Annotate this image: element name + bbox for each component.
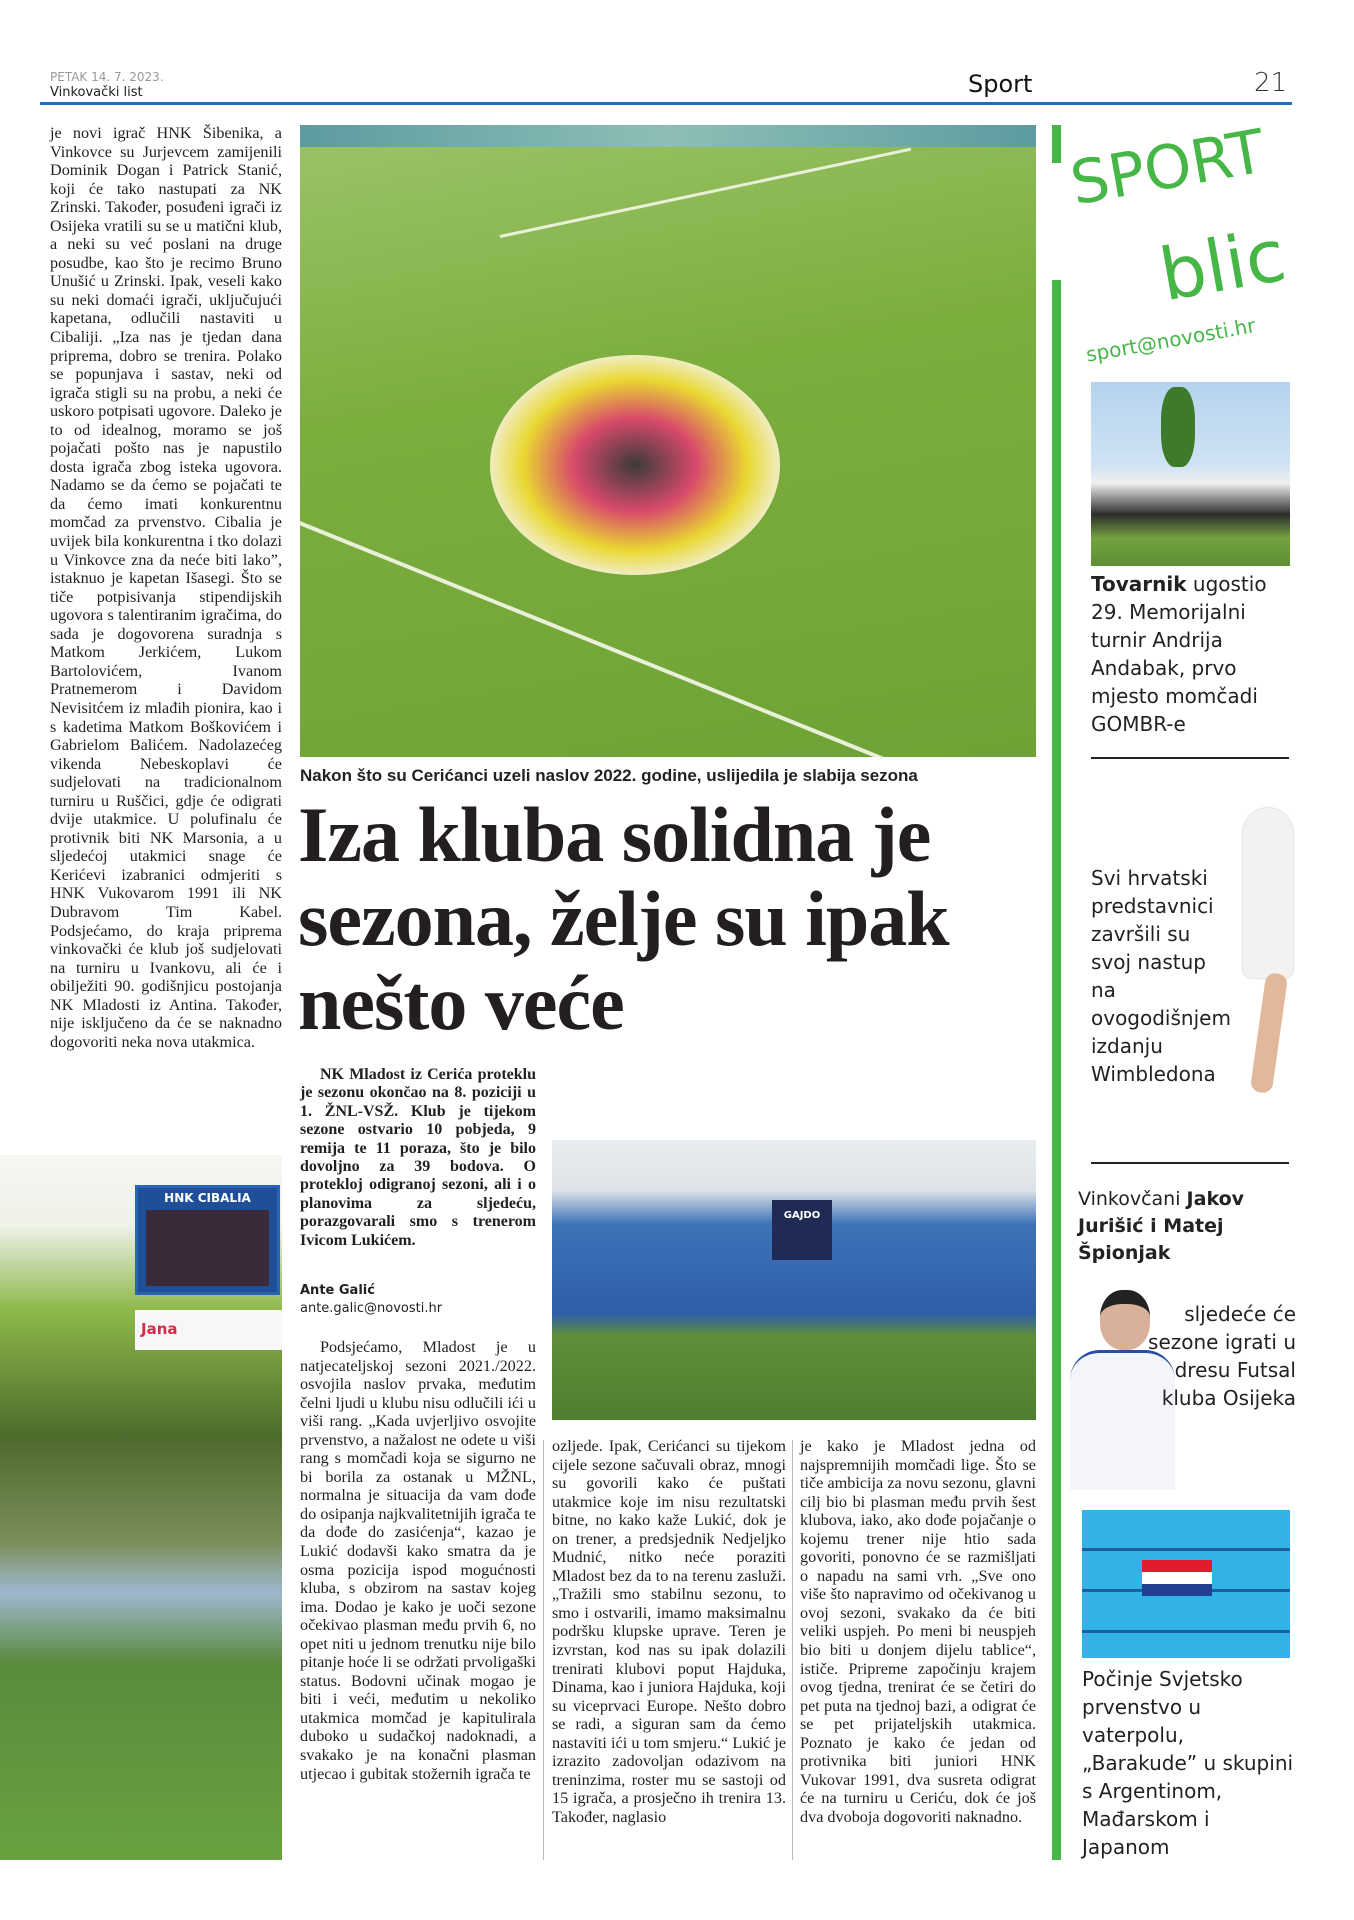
sport-blic-logo [1060, 116, 1300, 375]
logo-sport: SPORT [1065, 116, 1271, 220]
issue-date: PETAK 14. 7. 2023. [50, 70, 164, 84]
scoreboard [135, 1185, 280, 1295]
sidebar-item-wimbledon: Svi hrvatski predstavnici završili su svoj nastup na ovogodišnjem izdanju Wimbledona [1091, 866, 1231, 1086]
sidebar-divider [1091, 1162, 1289, 1164]
article-body-column-2: ozljede. Ipak, Cerićanci su tijekom cijele sezone sačuvali obraz, mnogi su govorili kako će puštati utakmice koje im nisu rezultatski bitne, no kako kaže Lukić, dok je on trener, a predsjednik Nedjeljko Mudnić, nitko neće poraziti Mladost bez da to na terenu zasluži. „Tražili smo stabilnu sezonu, to smo i ostvarili, imamo maksimalnu podršku klupske uprave. Teren je izvrstan, kod nas su ipak dolazili trenirati klubovi poput Hajduka, Dinama, kao i juniora Hajduka, koji su viceprvaci Europe. Nešto dobro se radi, a siguran sam da ćemo nastaviti ići u tom smjeru.“ Lukić je izrazito zadovoljan odazivom na treninzima, roster mu se sastoji od 15 igrača, a prosječno ih trenira 13. Također, naglasio [552, 1437, 786, 1826]
article-kicker: Nakon što su Cerićanci uzeli naslov 2022. godine, uslijedila je slabija sezona [300, 766, 918, 785]
waterpolo-pool-photo [1082, 1510, 1290, 1658]
logo-blic: blic [1153, 212, 1292, 318]
sidebar-email[interactable]: sport@novosti.hr [1084, 313, 1258, 367]
sponsor-banner: Jana [135, 1310, 282, 1350]
sidebar-item-waterpolo: Počinje Svjetsko prvenstvo u vaterpolu, „Barakude” u skupini s Argentinom, Mađarskom i Japanom [1082, 1667, 1294, 1859]
article-headline: Iza kluba solidna je sezona, želje su ipak nešto veće [298, 791, 949, 1046]
page-number: 21 [1254, 68, 1288, 98]
cibalia-stadium-photo [0, 1155, 282, 1860]
sidebar-item-tovarnik [1091, 570, 1296, 738]
tennis-player-cutout [1238, 768, 1300, 1118]
left-column-text: je novi igrač HNK Šibenika, a Vinkovce su Jurjevcem zamijenili Dominik Dogan i Patrick Stanić, koji će tako nastupati za NK Zrinski. Također, posuđeni igrači iz Osijeka vratili su se u matični klub, a neki su već poslani na druge posudbe, kao što je recimo Bruno Unušić u Zrinski. Ipak, veseli kako su neki domaći igrači, uključujući kapetana, odlučili nastaviti u Cibaliji. „Iza nas je tjedan dana priprema, dobro se trenira. Polako se popunjava i sastav, neki od igrača stigli su na probu, a neki će uskoro potpisati ugovore. Daleko je to od idealnog, moramo se još pojačati pošto nas je napustilo dosta igrača zbog isteka ugovora. Nadamo se da ćemo se pojačati te da ćemo imati konkurentnu momčad za prvenstvo. Cibalia je uvijek bila konkurentna i tko dolazi u Vinkovce zna da neće biti lako”, istaknuo je kapetan Išasegi. Što se tiče potpisivanja stipendijskih ugovora s talentiranim igračima, do sada je dogovorena suradnja s Matkom Jerkićem, Lukom Bartolovićem, Ivanom Pratnemerom i Davidom Nevisitćem iz mlađih pionira, kao i s kadetima Matkom Boškovićem i Gabrielom Balićem. Nadolazećeg vikenda Nebeskoplavi će sudjelovati na tradicionalnom turniru u Ruščici, gdje će odigrati dvije utakmice. U polufinalu će protivnik biti NK Marsonia, a u sljedećoj utakmici snage će Kerićevi izabranici odmjeriti s HNK Vukovarom 1991 ili NK Dubravom Tim Kabel. Podsjećamo, do kraja priprema vinkovački će klub još sudjelovati na turniru u Ivankovu, ali će i obilježiti 90. godišnjicu postojanja NK Mladosti iz Antina. Također, nije isključeno da će se naknadno dogovoriti neka nova utakmica. [50, 124, 282, 1051]
author-name: Ante Galić [300, 1283, 375, 1298]
tovarnik-team-photo [1091, 382, 1290, 566]
team-group-photo [552, 1140, 1036, 1420]
sidebar-item-text: Vinkovčani [1078, 1188, 1187, 1210]
scoreboard-title: HNK CIBALIA [164, 1191, 251, 1205]
newspaper-name: Vinkovački list [50, 85, 143, 100]
header-rule [40, 102, 1292, 105]
author-email[interactable]: ante.galic@novosti.hr [300, 1301, 443, 1316]
article-intro: NK Mladost iz Cerića proteklu je sezonu okončao na 8. poziciji u 1. ŽNL-VSŽ. Klub je tijekom sezone ostvario 10 pobjeda, 9 remija te 11 poraza, što je bilo dovoljno za 39 bodova. O protekloj odigranoj sezoni, ali i o planovima za sljedeću, porazgovarali smo s trenerom Ivicom Lukićem. [300, 1066, 536, 1249]
croatian-flag [1142, 1560, 1212, 1596]
column-divider [543, 1440, 544, 1860]
sidebar-accent-bar [1052, 280, 1061, 1860]
sidebar-item-bold: Jakov Jurišić i Matej Špionjak [1078, 1188, 1245, 1264]
sidebar-item-text: ugostio 29. Memorijalni turnir Andrija Andabak, prvo mjesto momčadi GOMBR-e [1091, 572, 1267, 736]
sidebar-item-bold: Tovarnik [1091, 572, 1187, 596]
team-huddle-photo [300, 125, 1036, 757]
sidebar-divider [1091, 757, 1289, 759]
sidebar-item-futsal-heading [1078, 1186, 1296, 1267]
article-body-column-1: Podsjećamo, Mladost je u natjecateljskoj sezoni 2021./2022. osvojila naslov prvaka, međutim čelni ljudi u klubu nisu odlučili ići u viši rang. „Kada uvjerljivo osvojite prvenstvo, a nažalost ne odete u viši rang s momčadi koja se sigurno ne bi borila za ostanak u MŽNL, normalna je situacija da vam dođe do osipanja najkvalitetnijih igrača te da dođe do zasićenja“, kazao je Lukić dodavši kako smatra da je osma pozicija ispod mogućnosti kluba, s obzirom na sastav kojeg ima. Dodao je kako je uoči sezone očekivao plasman među prvih 6, no opet niti u jednom trenutku nije bilo pitanje hoće li se održati prvoligaški status. Bodovni učinak mogao je biti i veći, međutim u nekoliko utakmica momčad je kapitulirala duboko u sudačkoj nadoknadi, a svakako je na konačni plasman utjecao i gubitak stožernih igrača te [300, 1338, 536, 1783]
sidebar-item-futsal: sljedeće će sezone igrati u dresu Futsal kluba Osijeka [1148, 1302, 1296, 1410]
column-divider [792, 1440, 793, 1860]
held-shirt-text: GAJDO [772, 1200, 832, 1260]
article-body-column-3: je kako je Mladost jedna od najspremnijih momčadi lige. Što se tiče ambicija za novu sezonu, glavni cilj bio bi plasman među prvih šest klubova, iako, ako dođe pojačanje o kojemu trener nije htio sada govoriti, ponovno će se razmišljati o napadu na sami vrh. „Sve ono više što napravimo od očekivanog u ovoj sezoni, svakako da će biti veliki uspjeh. Po meni bi neuspjeh bio biti u donjem dijelu tablice“, ističe. Pripreme započinju krajem ovog tjedna, trenirat će se četiri do pet puta na tjednoj bazi, a odigrat će se pet prijateljskih utakmica. Poznato je kako će jedan od protivnika biti juniori HNK Vukovar 1991, dva susreta odigrat će na turniru u Ceriću, dok će još dva dvoboja dogovoriti naknadno. [800, 1437, 1036, 1826]
section-title: Sport [968, 70, 1033, 98]
